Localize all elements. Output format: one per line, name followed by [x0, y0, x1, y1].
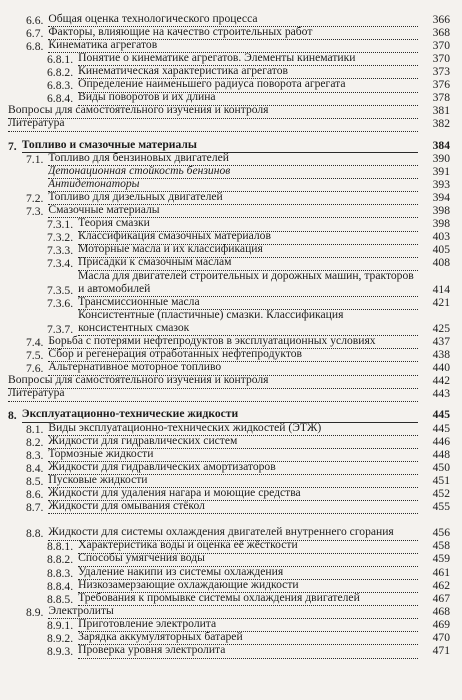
toc-entry-title: Кинематическая характеристика агрегатов [78, 65, 418, 79]
toc-entry-number: 8.4. [26, 461, 44, 475]
toc-entry-title: Тормозные жидкости [48, 448, 418, 462]
toc-entry-number: 6.8.2. [47, 66, 74, 80]
toc-page-number: 381 [432, 104, 450, 118]
toc-entry-number: 8.8.1. [47, 540, 74, 554]
toc-page-number: 443 [432, 387, 450, 401]
toc-entry [0, 501, 462, 514]
toc-entry-title: Литература [8, 387, 418, 401]
toc-entry-title: Виды поворотов и их длина [78, 91, 418, 105]
toc-page-number: 437 [432, 334, 450, 348]
toc-page-number: 452 [432, 486, 450, 500]
toc-entry-number: 7.3.4. [47, 257, 74, 271]
toc-page-number: 462 [432, 578, 450, 592]
toc-page-number: 391 [432, 164, 450, 178]
toc-entry-title: Детонационная стойкость бензинов [48, 165, 418, 179]
toc-entry-title: Борьба с потерями нефтепродуктов в эксплуатационных условиях [48, 335, 418, 349]
toc-entry-number: 8.8.3. [47, 566, 74, 580]
toc-page-number: 470 [432, 631, 450, 644]
toc-entry [0, 119, 462, 132]
toc-entry-number: 6.8.1. [47, 52, 74, 66]
toc-page-number: 442 [432, 374, 450, 388]
toc-page-number: 438 [432, 348, 450, 362]
toc-entry-number: 8.9.2. [47, 632, 74, 645]
toc-entry-title: Присадки к смазочным маслам [78, 256, 418, 270]
toc-page-number: 467 [432, 591, 450, 605]
toc-entry-title: Альтернативное моторное топливо [48, 361, 418, 375]
toc-entry-number: 7.3. [26, 205, 44, 218]
toc-entry-number: 8.8.2. [47, 553, 74, 567]
toc-entry-title: Классификация смазочных материалов [78, 230, 418, 244]
toc-entry-number: 7. [8, 139, 17, 153]
toc-entry-title: Топливо и смазочные материалы [22, 139, 418, 153]
toc-entry-number: 8.8.4. [47, 579, 74, 593]
toc-entry-title: Жидкости для удаления нагара и моющие средства [48, 487, 418, 501]
toc-entry-number: 8.1. [26, 422, 44, 436]
toc-page-number: 425 [432, 321, 450, 335]
toc-entry [0, 645, 462, 658]
toc-entry-title: Топливо для дизельных двигателей [48, 191, 418, 205]
toc-page-number: 398 [432, 204, 450, 217]
toc-page-number: 440 [432, 361, 450, 375]
toc-entry-number: 6.6. [26, 13, 44, 27]
toc-entry-number: 6.8. [26, 39, 44, 53]
toc-entry-title: Консистентные (пластичные) смазки. Классификация консистентных смазок [78, 309, 418, 336]
toc-entry-title: Вопросы для самостоятельного изучения и контроля [8, 104, 418, 118]
toc-entry-title: Литература [8, 117, 418, 131]
toc-entry-title: Жидкости для гидравлических амортизаторов [48, 461, 418, 475]
toc-entry-title: Низкозамерзающие охлаждающие жидкости [78, 579, 418, 593]
toc-entry-title: Теория смазки [78, 217, 418, 231]
toc-page-number: 445 [432, 421, 450, 435]
toc-page-number: 370 [432, 38, 450, 52]
toc-entry-number: 8.7. [26, 501, 44, 515]
toc-entry-title: Кинематика агрегатов [48, 39, 418, 53]
toc-page-number: 446 [432, 434, 450, 448]
toc-entry-title: Топливо для бензиновых двигателей [48, 152, 418, 166]
toc-entry-title: Электролиты [48, 605, 418, 619]
toc-entry-number: 7.4. [26, 335, 44, 349]
toc-entry-number: 8.3. [26, 448, 44, 462]
toc-entry [0, 514, 462, 540]
toc-entry-title: Жидкости для системы охлаждения двигателей внутреннего сгорания [48, 526, 418, 540]
toc-page-number: 421 [432, 295, 450, 309]
toc-page-number: 408 [432, 256, 450, 270]
toc-entry-title: Понятие о кинематике агрегатов. Элементы кинематики [78, 52, 418, 66]
toc-entry-title: Удаление накипи из системы охлаждения [78, 566, 418, 580]
toc-entry-number: 6.7. [26, 26, 44, 40]
toc-entry-title: Зарядка аккумуляторных батарей [78, 631, 418, 645]
toc-entry-title: Общая оценка технологического процесса [48, 13, 418, 27]
toc-page-number: 448 [432, 447, 450, 461]
toc-entry-number: 8.8.5. [47, 592, 74, 606]
toc-page-number: 456 [432, 526, 450, 540]
toc-entry-number: 7.3.5. [47, 283, 74, 297]
toc-entry-number: 6.8.4. [47, 92, 74, 106]
toc-entry-number: 7.3.2. [47, 231, 74, 245]
toc-entry-title: Проверка уровня электролита [78, 644, 418, 658]
toc-entry-title: Виды эксплуатационно-технических жидкостей (ЭТЖ) [48, 422, 418, 436]
toc-page-number: 373 [432, 65, 450, 79]
toc-entry-number: 7.1. [26, 152, 44, 166]
toc-entry [0, 310, 462, 336]
toc-entry-number: 8.9.3. [47, 645, 74, 659]
toc-entry-title: Сбор и регенерация отработанных нефтепродуктов [48, 348, 418, 362]
toc-entry-number: 8.9. [26, 605, 44, 619]
toc-entry-number: 8.6. [26, 487, 44, 501]
toc-entry-title: Вопросы для самостоятельного изучения и контроля [8, 374, 418, 388]
toc-entry-number: 6.8.3. [47, 79, 74, 93]
toc-page-number: 384 [432, 138, 450, 152]
toc-entry-number: 7.6. [26, 362, 44, 376]
toc-entry-title: Масла для двигателей строительных и дорожных машин, тракторов и автомобилей [78, 270, 418, 297]
toc-entry-number: 8.8. [26, 527, 44, 541]
toc-page-number: 394 [432, 190, 450, 204]
toc-page-number: 376 [432, 78, 450, 92]
toc-entry-title: Требования к промывке системы охлаждения двигателей [78, 592, 418, 606]
toc-page-number: 414 [432, 282, 450, 296]
toc-entry-title: Способы умягчения воды [78, 552, 418, 566]
toc-entry-title: Жидкости для омывания стёкол [48, 500, 418, 514]
toc-entry [0, 389, 462, 402]
toc-page-number: 403 [432, 230, 450, 244]
toc-page-number: 458 [432, 539, 450, 553]
toc-page-number: 398 [432, 217, 450, 231]
toc-page-number: 405 [432, 243, 450, 257]
toc-page-number: 382 [432, 117, 450, 131]
toc-entry-title: Моторные масла и их классификация [78, 243, 418, 257]
toc-entry-number: 7.3.6. [47, 296, 74, 310]
toc-entry-title: Трансмиссионные масла [78, 296, 418, 310]
toc-page-number: 378 [432, 91, 450, 105]
toc-entry [0, 297, 462, 310]
toc-entry [0, 271, 462, 297]
toc-entry-title: Эксплуатационно-технические жидкости [22, 408, 418, 422]
toc-page-number: 461 [432, 565, 450, 579]
toc-page-number: 393 [432, 177, 450, 191]
toc-entry-title: Антидетонаторы [48, 178, 418, 192]
toc-page-number: 390 [432, 151, 450, 165]
toc-page-number: 455 [432, 500, 450, 514]
toc-entry-number: 7.3.7. [47, 322, 74, 336]
toc-page-number: 469 [432, 617, 450, 631]
toc-entry-title: Смазочные материалы [48, 204, 418, 218]
toc-entry-number: 7.3.3. [47, 244, 74, 258]
toc-entry-number: 7.5. [26, 349, 44, 363]
toc-page-number: 459 [432, 552, 450, 566]
toc-entry-number: 8.2. [26, 435, 44, 449]
toc-entry-number: 7.3.1. [47, 218, 74, 232]
toc-entry-number: 8.9.1. [47, 618, 74, 632]
toc-page-number: 368 [432, 25, 450, 39]
toc-page-number: 445 [432, 408, 450, 422]
toc-page-number: 366 [432, 12, 450, 26]
toc-entry-number: 7.2. [26, 191, 44, 205]
toc-entry [0, 258, 462, 271]
toc-entry-title: Пусковые жидкости [48, 474, 418, 488]
toc-entry-number: 8. [8, 409, 17, 423]
toc-page-number: 370 [432, 51, 450, 65]
toc-entry-title: Факторы, влияющие на качество строительных работ [48, 26, 418, 40]
toc-entry-title: Определение наименьшего радиуса поворота агрегата [78, 78, 418, 92]
toc-entry-number: 8.5. [26, 474, 44, 488]
toc-entry-title: Жидкости для гидравлических систем [48, 435, 418, 449]
toc-page-number: 451 [432, 473, 450, 487]
toc-entry-title: Приготовление электролита [78, 618, 418, 632]
toc-page-number: 471 [432, 644, 450, 658]
toc-page-number: 450 [432, 460, 450, 474]
toc-page-number: 468 [432, 604, 450, 618]
toc-entry-title: Характеристика воды и оценка её жёсткости [78, 539, 418, 553]
table-of-contents [0, 14, 462, 659]
